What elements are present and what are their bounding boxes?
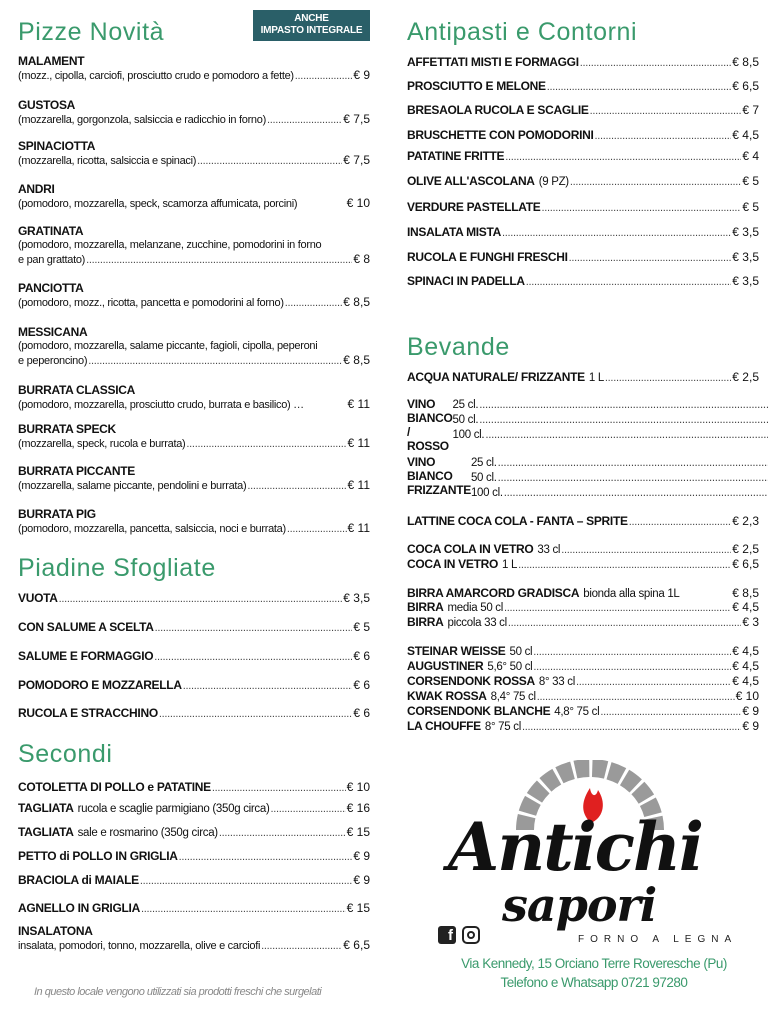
menu-item: BRESAOLA RUCOLA E SCAGLIE ..... € 7 [407, 103, 759, 118]
logo-tagline: FORNO A LEGNA [578, 934, 738, 945]
menu-item: BURRATA SPECK (mozzarella, speck, rucola e burrata) ..... € 11 [18, 422, 370, 451]
menu-item: INSALATONA insalata, pomodori, tonno, mozzarella, olive e carciofi ..... € 6,5 [18, 924, 370, 953]
menu-item: SPINACI IN PADELLA ..... € 3,5 [407, 274, 759, 289]
section-title-piadine: Piadine Sfogliate [18, 554, 216, 582]
menu-item: CORSENDONK BLANCHE 4,8° 75 cl ..... € 9 [407, 704, 759, 719]
logo-sapori: sapori [502, 878, 657, 932]
section-title-secondi: Secondi [18, 740, 113, 768]
footnote: In questo locale vengono utilizzati sia prodotti freschi che surgelati [34, 986, 322, 998]
menu-item: LATTINE COCA COLA - FANTA – SPRITE ..... € 2,3 [407, 514, 759, 529]
menu-item: SALUME E FORMAGGIO ..... € 6 [18, 649, 370, 664]
menu-item: BURRATA PICCANTE (mozzarella, salame piccante, pendolini e burrata) ..... € 11 [18, 464, 370, 493]
impasto-integrale-badge: ANCHE IMPASTO INTEGRALE [253, 10, 370, 41]
menu-item: INSALATA MISTA ..... € 3,5 [407, 225, 759, 240]
menu-item: AGNELLO IN GRIGLIA ..... € 15 [18, 901, 370, 916]
menu-item: POMODORO E MOZZARELLA ..... € 6 [18, 678, 370, 693]
menu-item: PATATINE FRITTE ..... € 4 [407, 149, 759, 164]
menu-item: CORSENDONK ROSSA 8° 33 cl ..... € 4,5 [407, 674, 759, 689]
menu-item: AUGUSTINER 5,6° 50 cl ..... € 4,5 [407, 659, 759, 674]
contact-address: Via Kennedy, 15 Orciano Terre Roveresche (Pu) [461, 956, 727, 971]
menu-item: GRATINATA (pomodoro, mozzarella, melanzane, zucchine, pomodorini in forno e pan grattato) ..... € 8 [18, 224, 370, 267]
restaurant-logo [430, 760, 750, 950]
menu-item: PETTO di POLLO IN GRIGLIA ..... € 9 [18, 849, 370, 864]
menu-item: MESSICANA (pomodoro, mozzarella, salame piccante, fagioli, cipolla, peperoni e peperoncino) ..... € 8,5 [18, 325, 370, 368]
social-links [438, 926, 480, 944]
contact-phone: Telefono e Whatsapp 0721 97280 [500, 975, 688, 990]
menu-item: TAGLIATA sale e rosmarino (350g circa) ..... € 15 [18, 825, 370, 840]
menu-item: BURRATA CLASSICA (pomodoro, mozzarella, prosciutto crudo, burrata e basilico) … € 11 [18, 383, 370, 411]
menu-item: AFFETTATI MISTI E FORMAGGI ..... € 8,5 [407, 55, 759, 70]
menu-item: BIRRA media 50 cl ..... € 4,5 [407, 600, 759, 615]
menu-item: OLIVE ALL'ASCOLANA (9 PZ) ..... € 5 [407, 174, 759, 189]
menu-item: ANDRI (pomodoro, mozzarella, speck, scamorza affumicata, porcini) € 10 [18, 182, 370, 210]
menu-item: ACQUA NATURALE/ FRIZZANTE 1 L ..... € 2,5 [407, 370, 759, 385]
menu-item: BRACIOLA di MAIALE ..... € 9 [18, 873, 370, 888]
section-title-antipasti: Antipasti e Contorni [407, 18, 638, 46]
logo-antichi: Antichi [448, 808, 702, 886]
menu-item: KWAK ROSSA 8,4° 75 cl ..... € 10 [407, 689, 759, 704]
menu-item: RUCOLA E FUNGHI FRESCHI ..... € 3,5 [407, 250, 759, 265]
menu-item: COTOLETTA DI POLLO e PATATINE ..... € 10 [18, 780, 370, 795]
menu-item: COCA IN VETRO 1 L ..... € 6,5 [407, 557, 759, 572]
menu-item: BIRRA piccola 33 cl ..... € 3 [407, 615, 759, 630]
menu-item: LA CHOUFFE 8° 75 cl ..... € 9 [407, 719, 759, 734]
menu-item: BIRRA AMARCORD GRADISCA bionda alla spina 1L € 8,5 [407, 586, 759, 600]
menu-item: PROSCIUTTO E MELONE ..... € 6,5 [407, 79, 759, 94]
menu-item: VERDURE PASTELLATE ..... € 5 [407, 200, 759, 215]
menu-item: BURRATA PIG (pomodoro, mozzarella, pancetta, salsiccia, noci e burrata) ..... € 11 [18, 507, 370, 536]
wine-group: VINO BIANCO FRIZZANTE 25 cl. ..... 50 cl. ..... 100 cl. ..... [407, 455, 759, 500]
menu-item: RUCOLA E STRACCHINO ..... € 6 [18, 706, 370, 721]
menu-item: GUSTOSA (mozzarella, gorgonzola, salsiccia e radicchio in forno) ..... € 7,5 [18, 98, 370, 127]
menu-item: BRUSCHETTE CON POMODORINI ..... € 4,5 [407, 128, 759, 143]
menu-item: COCA COLA IN VETRO 33 cl ..... € 2,5 [407, 542, 759, 557]
menu-item: SPINACIOTTA (mozzarella, ricotta, salsiccia e spinaci) ..... € 7,5 [18, 139, 370, 168]
menu-item: PANCIOTTA (pomodoro, mozz., ricotta, pancetta e pomodorini al forno) ..... € 8,5 [18, 281, 370, 310]
menu-item: VUOTA ..... € 3,5 [18, 591, 370, 606]
facebook-icon[interactable]: f [438, 926, 456, 944]
menu-item: CON SALUME A SCELTA ..... € 5 [18, 620, 370, 635]
section-title-pizze: Pizze Novità [18, 18, 165, 46]
section-title-bevande: Bevande [407, 333, 510, 361]
wine-group: VINO BIANCO / ROSSO 25 cl. ..... 50 cl. ..... 100 cl. ..... [407, 397, 759, 453]
menu-item: MALAMENT (mozz., cipolla, carciofi, prosciutto crudo e pomodoro a fette) ..... € 9 [18, 54, 370, 83]
instagram-icon[interactable] [462, 926, 480, 944]
menu-item: STEINAR WEISSE 50 cl ..... € 4,5 [407, 644, 759, 659]
menu-item: TAGLIATA rucola e scaglie parmigiano (350g circa) ..... € 16 [18, 801, 370, 816]
